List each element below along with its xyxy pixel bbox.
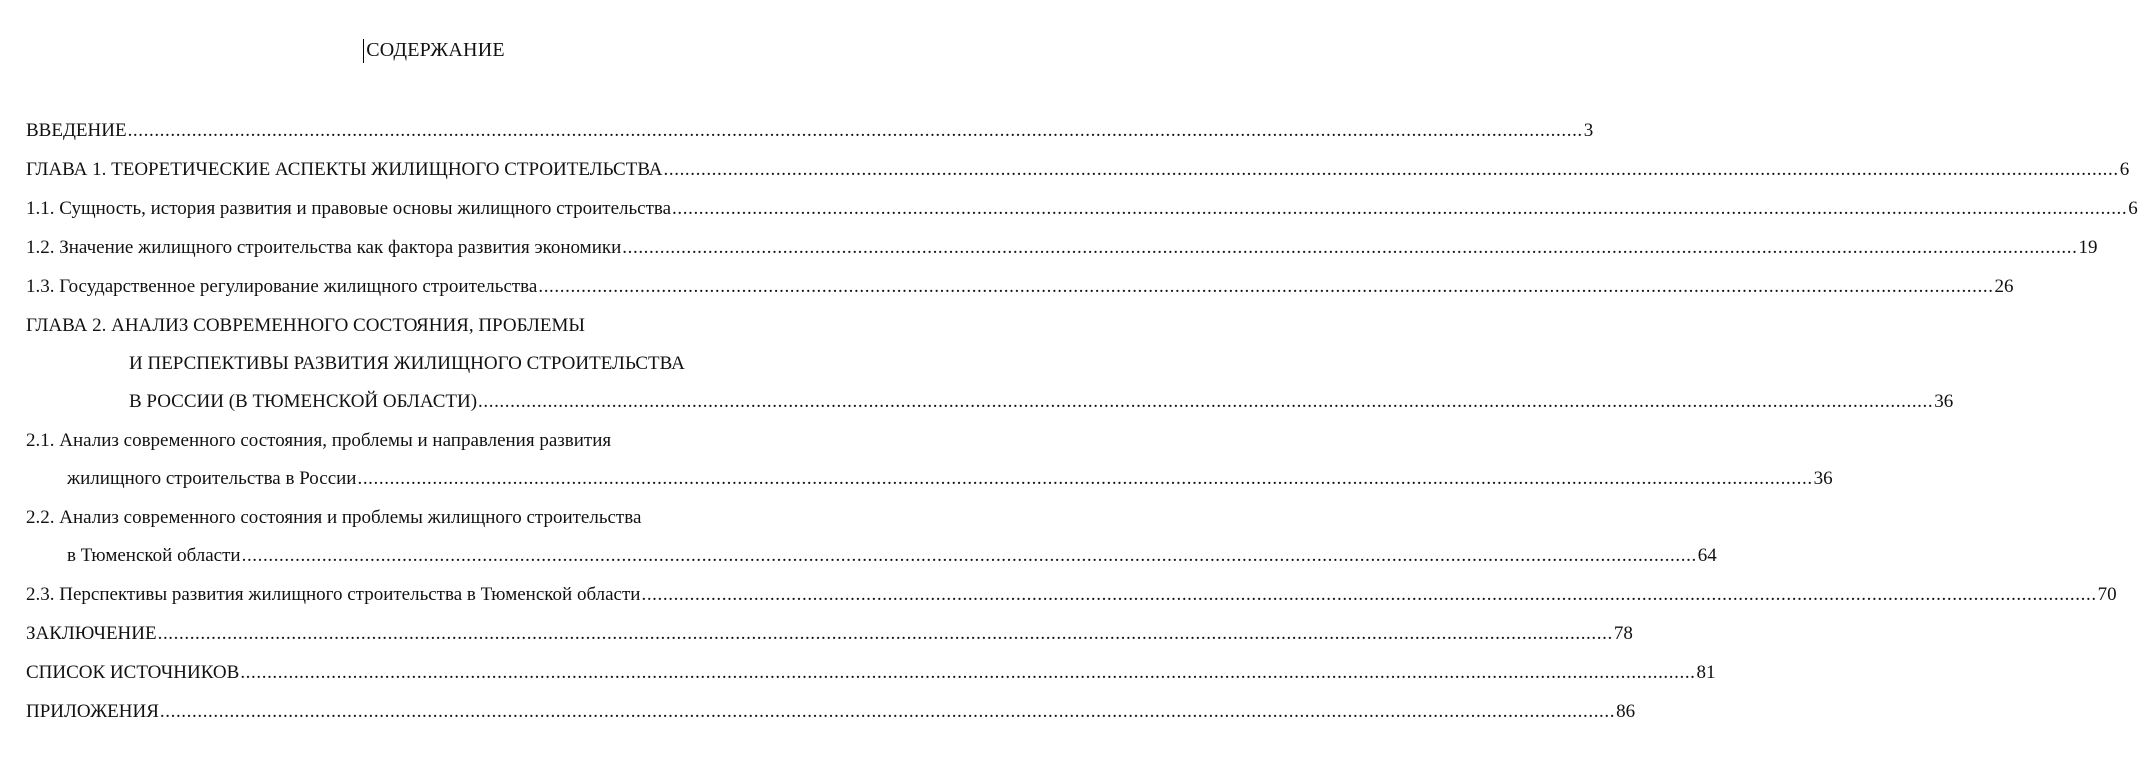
dot-leader: ................................................................................................................................................................................................................................................................................ bbox=[157, 623, 1613, 644]
text-cursor bbox=[363, 39, 364, 63]
page-number: 86 bbox=[1616, 701, 1636, 722]
toc-entry-text: ЗАКЛЮЧЕНИЕ bbox=[26, 623, 157, 644]
toc-line bbox=[26, 345, 847, 383]
toc-entry-section-2-3[interactable] bbox=[26, 575, 2117, 614]
page-number: 64 bbox=[1697, 545, 1717, 566]
toc-entry-section-2-2[interactable] bbox=[26, 498, 1717, 575]
dot-leader: ................................................................................................................................................................................................................................................................................ bbox=[641, 584, 2097, 605]
toc-entry-text: В РОССИИ (В ТЮМЕНСКОЙ ОБЛАСТИ) bbox=[129, 391, 478, 412]
toc-line bbox=[26, 306, 847, 345]
toc-line bbox=[26, 189, 2138, 228]
toc-entry-text: СПИСОК ИСТОЧНИКОВ bbox=[26, 662, 240, 683]
page-number: 36 bbox=[1813, 468, 1833, 489]
dot-leader: ................................................................................................................................................................................................................................................................................ bbox=[240, 662, 1696, 683]
toc-entry-appendix[interactable] bbox=[26, 692, 1636, 731]
dot-leader: ................................................................................................................................................................................................................................................................................ bbox=[478, 391, 1934, 412]
toc-entry-text: ГЛАВА 2. АНАЛИЗ СОВРЕМЕННОГО СОСТОЯНИЯ, ПРОБЛЕМЫ bbox=[26, 315, 585, 336]
toc-entry-text: 1.1. Сущность, история развития и правовые основы жилищного строительства bbox=[26, 198, 672, 219]
table-of-contents bbox=[26, 111, 2138, 731]
toc-entry-text: И ПЕРСПЕКТИВЫ РАЗВИТИЯ ЖИЛИЩНОГО СТРОИТЕЛЬСТВА bbox=[129, 353, 685, 374]
page-number: 19 bbox=[2078, 237, 2098, 258]
title-block bbox=[0, 36, 871, 64]
toc-entry-sources[interactable] bbox=[26, 653, 1716, 692]
toc-line bbox=[26, 537, 1717, 575]
toc-line bbox=[26, 460, 1833, 498]
page-number: 6 bbox=[2119, 159, 2130, 180]
toc-line bbox=[26, 228, 2098, 267]
toc-line bbox=[26, 692, 1636, 731]
toc-line bbox=[26, 111, 1594, 150]
toc-line bbox=[26, 150, 2130, 189]
dot-leader: ................................................................................................................................................................................................................................................................................ bbox=[663, 159, 2119, 180]
page-number: 36 bbox=[1934, 391, 1954, 412]
toc-line bbox=[26, 383, 1954, 421]
toc-entry-conclusion[interactable] bbox=[26, 614, 1633, 653]
toc-entry-text: ГЛАВА 1. ТЕОРЕТИЧЕСКИЕ АСПЕКТЫ ЖИЛИЩНОГО СТРОИТЕЛЬСТВА bbox=[26, 159, 663, 180]
toc-line bbox=[26, 614, 1633, 653]
toc-entry-text: в Тюменской области bbox=[67, 545, 241, 566]
dot-leader: ................................................................................................................................................................................................................................................................................ bbox=[241, 545, 1697, 566]
page-number: 81 bbox=[1696, 662, 1716, 683]
toc-entry-section-1-3[interactable] bbox=[26, 267, 2014, 306]
toc-line bbox=[26, 653, 1716, 692]
dot-leader: ................................................................................................................................................................................................................................................................................ bbox=[159, 701, 1616, 722]
page-number: 78 bbox=[1613, 623, 1633, 644]
toc-entry-chapter-2[interactable] bbox=[26, 306, 1954, 421]
toc-entry-section-2-1[interactable] bbox=[26, 421, 1833, 498]
toc-entry-text: 1.2. Значение жилищного строительства как фактора развития экономики bbox=[26, 237, 622, 258]
dot-leader: ................................................................................................................................................................................................................................................................................ bbox=[357, 468, 1813, 489]
toc-entry-text: ВВЕДЕНИЕ bbox=[26, 120, 127, 141]
toc-line bbox=[26, 421, 847, 460]
toc-entry-section-1-1[interactable] bbox=[26, 189, 2138, 228]
toc-line bbox=[26, 575, 2117, 614]
toc-entry-chapter-1[interactable] bbox=[26, 150, 2130, 189]
page-title bbox=[366, 36, 505, 64]
page-number: 26 bbox=[1994, 276, 2014, 297]
toc-entry-text: 2.2. Анализ современного состояния и проблемы жилищного строительства bbox=[26, 507, 642, 528]
toc-line bbox=[26, 498, 847, 537]
toc-line bbox=[26, 267, 2014, 306]
toc-entry-section-1-2[interactable] bbox=[26, 228, 2098, 267]
toc-entry-text: жилищного строительства в России bbox=[67, 468, 357, 489]
page-number: 70 bbox=[2097, 584, 2117, 605]
toc-entry-text: 2.1. Анализ современного состояния, проблемы и направления развития bbox=[26, 430, 612, 451]
toc-entry-text: ПРИЛОЖЕНИЯ bbox=[26, 701, 159, 722]
dot-leader: ................................................................................................................................................................................................................................................................................ bbox=[127, 120, 1583, 141]
dot-leader: ................................................................................................................................................................................................................................................................................ bbox=[672, 198, 2128, 219]
dot-leader: ................................................................................................................................................................................................................................................................................ bbox=[622, 237, 2078, 258]
toc-entry-text: 2.3. Перспективы развития жилищного строительства в Тюменской области bbox=[26, 584, 641, 605]
page-title-text: СОДЕРЖАНИЕ bbox=[366, 39, 505, 61]
toc-entry-intro[interactable] bbox=[26, 111, 1594, 150]
page-number: 6 bbox=[2128, 198, 2138, 219]
toc-entry-text: 1.3. Государственное регулирование жилищного строительства bbox=[26, 276, 538, 297]
page-number: 3 bbox=[1583, 120, 1594, 141]
dot-leader: ................................................................................................................................................................................................................................................................................ bbox=[538, 276, 1994, 297]
